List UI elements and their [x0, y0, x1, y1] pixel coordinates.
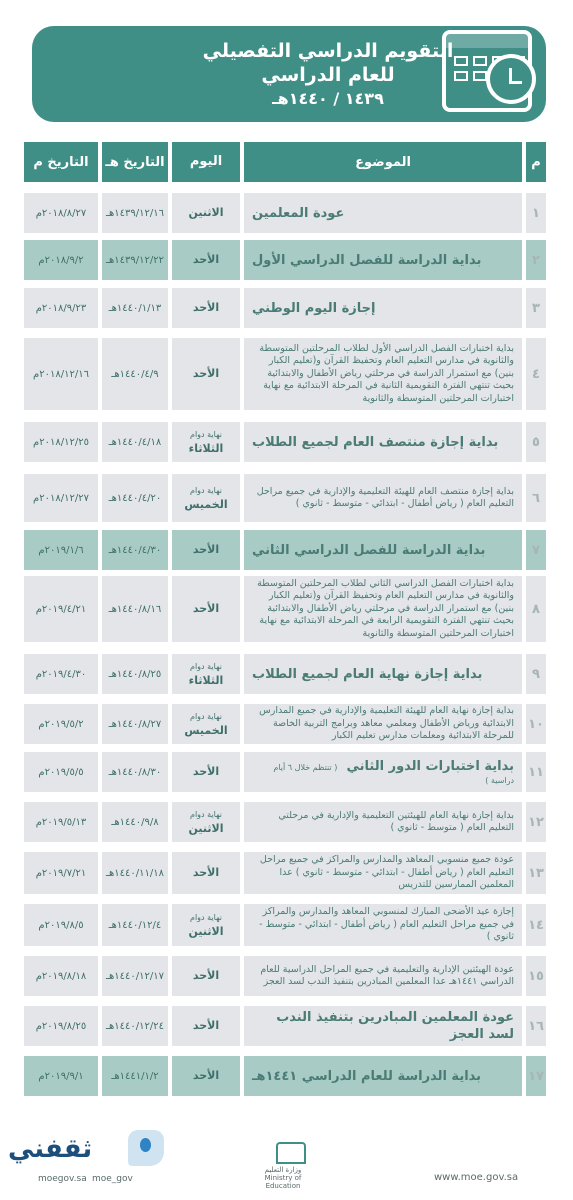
subject-text: بداية اختبارات الفصل الدراسي الأول لطلاب المرحلتين المتوسطة والثانوية في مدارس التعليم العام وتحفيظ القرآن و(تعليم الكبار بنين) مع استمرار الدراسة في مرحلتي رياض الأطفال والابتدائية بحيث تنتهي الفترة التقويمية الثانية في المرحلة الابتدائية مع نهاية اختبارات المرحلتين المتوسطة والثانوية: [259, 342, 514, 404]
cell-number: ١٢: [526, 802, 546, 842]
cell-day: [172, 576, 240, 642]
cell-subject: [244, 193, 522, 233]
cell-subject: [244, 338, 522, 410]
cell-number: ٢: [526, 240, 546, 280]
cell-gregorian: ٢٠١٩/٤/٣٠م: [24, 654, 98, 694]
table-row: [24, 288, 546, 328]
cell-gregorian: ٢٠١٨/٩/٢م: [24, 240, 98, 280]
table-row: [24, 704, 546, 744]
cell-gregorian: ٢٠١٨/١٢/٢٥م: [24, 422, 98, 462]
table-row: [24, 576, 546, 642]
day-prefix: نهاية دوام: [189, 810, 222, 819]
subject-text: عودة الهيئتين الإدارية والتعليمية في جميع المراحل الدراسية للعام الدراسي ١٤٤١هـ عدا المعلمين المبادرين بتنفيذ الندب لسد العجز: [260, 963, 514, 987]
cell-subject: [244, 852, 522, 894]
cell-number: ١٤: [526, 904, 546, 946]
ministry-name-ar: وزارة التعليم: [264, 1166, 302, 1174]
subject-text: بداية إجازة نهاية العام لجميع الطلاب: [252, 666, 483, 682]
day-name: الأحد: [192, 765, 220, 778]
subject-text: بداية الدراسة للفصل الدراسي الأول: [252, 252, 482, 268]
subject-text: بداية الدراسة للفصل الدراسي الثاني: [252, 542, 486, 558]
table-row: [24, 852, 546, 894]
day-name: الخميس: [184, 498, 228, 511]
table-row: [24, 956, 546, 996]
day-name: الأحد: [192, 543, 220, 556]
cell-number: ٧: [526, 530, 546, 570]
subject-text: عودة جميع منسوبي المعاهد والمدارس والمراكز في جميع مراحل التعليم العام ( رياض أطفال - ابتدائي - متوسط - ثانوي ) عدا المعلمين الممارسين للتدريس: [259, 854, 514, 891]
day-name: الأحد: [192, 1019, 220, 1032]
day-prefix: نهاية دوام: [189, 430, 222, 439]
table-row: [24, 802, 546, 842]
cell-hijri: ١٤٤٠/٤/٢٠هـ: [102, 474, 168, 522]
site-short[interactable]: moegov.sa: [38, 1174, 87, 1184]
cell-day: [172, 654, 240, 694]
cell-hijri: ١٤٤٠/١١/١٨هـ: [102, 852, 168, 894]
day-name: الأحد: [192, 866, 220, 879]
cell-subject: [244, 802, 522, 842]
cell-gregorian: ٢٠١٨/١٢/٢٧م: [24, 474, 98, 522]
cell-hijri: ١٤٣٩/١٢/٢٢هـ: [102, 240, 168, 280]
subject-text: بداية إجازة منتصف العام للهيئة التعليمية والإدارية في جميع مراحل التعليم العام ( رياض أطفال - ابتدائي - متوسط - ثانوي ): [256, 485, 514, 509]
day-name: الثلاثاء: [188, 442, 224, 455]
cell-subject: [244, 704, 522, 744]
col-subject: الموضوع: [244, 142, 522, 182]
ministry-name: [248, 1166, 318, 1190]
cell-gregorian: ٢٠١٩/٥/١٣م: [24, 802, 98, 842]
day-name: الاثنين: [188, 925, 224, 938]
cell-subject: [244, 576, 522, 642]
title-line-2: للعام الدراسي: [261, 64, 395, 86]
cell-day: [172, 422, 240, 462]
col-hijri: التاريخ هـ: [102, 142, 168, 182]
cell-gregorian: ٢٠١٩/٩/١م: [24, 1056, 98, 1096]
cell-day: [172, 802, 240, 842]
bulb-icon: [128, 1130, 164, 1166]
cell-hijri: ١٤٤٠/١٢/١٧هـ: [102, 956, 168, 996]
table-row: [24, 193, 546, 233]
cell-subject: [244, 1006, 522, 1046]
cell-number: ١: [526, 193, 546, 233]
cell-hijri: ١٤٤٠/٤/٣٠هـ: [102, 530, 168, 570]
cell-number: ١١: [526, 752, 546, 792]
day-name: الأحد: [192, 969, 220, 982]
ministry-logo-icon: [276, 1142, 306, 1164]
table-row: [24, 530, 546, 570]
table-row: [24, 1006, 546, 1046]
cell-number: ٣: [526, 288, 546, 328]
cell-day: [172, 1006, 240, 1046]
subject-text: بداية الدراسة للعام الدراسي ١٤٤١هـ: [252, 1068, 482, 1084]
subject-text: عودة المعلمين: [252, 205, 345, 221]
table-row: [24, 474, 546, 522]
cell-day: [172, 288, 240, 328]
table-header: [24, 142, 546, 182]
cell-gregorian: ٢٠١٩/٨/٢٥م: [24, 1006, 98, 1046]
cell-day: [172, 852, 240, 894]
title-line-1: التقويم الدراسي التفصيلي: [202, 40, 454, 62]
cell-hijri: ١٤٣٩/١٢/١٦هـ: [102, 193, 168, 233]
cell-day: [172, 474, 240, 522]
cell-number: ١٥: [526, 956, 546, 996]
cell-gregorian: ٢٠١٨/٨/٢٧م: [24, 193, 98, 233]
brand-logo: ثقفني: [8, 1134, 93, 1164]
cell-number: ١٧: [526, 1056, 546, 1096]
col-number: م: [526, 142, 546, 182]
cell-day: [172, 240, 240, 280]
cell-subject: [244, 530, 522, 570]
table-row: [24, 338, 546, 410]
header-banner: [32, 26, 546, 122]
cell-number: ٨: [526, 576, 546, 642]
cell-day: [172, 1056, 240, 1096]
cell-hijri: ١٤٤٠/٨/٢٥هـ: [102, 654, 168, 694]
day-name: الاثنين: [188, 822, 224, 835]
day-name: الأحد: [192, 367, 220, 380]
table-row: [24, 240, 546, 280]
subject-text: إجازة عيد الأضحى المبارك لمنسوبي المعاهد والمدارس والمراكز في جميع مراحل التعليم العام ( رياض أطفال - ابتدائي - متوسط - ثانوي ): [259, 906, 514, 943]
cell-hijri: ١٤٤٠/١٢/٤هـ: [102, 904, 168, 946]
cell-subject: [244, 956, 522, 996]
cell-hijri: ١٤٤٠/٩/٨هـ: [102, 802, 168, 842]
cell-gregorian: ٢٠١٩/٧/٢١م: [24, 852, 98, 894]
subject-note: ( تنتظم خلال ٦ أيام دراسية ): [273, 763, 514, 785]
clock-icon: [486, 54, 536, 104]
day-name: الاثنين: [188, 206, 224, 219]
subject-text: بداية إجازة نهاية العام للهيئة التعليمية والإدارية في جميع المدارس الابتدائية ورياض الأطفال ومعلمي معاهد وبرامج التربية الخاصة للمرحلة الابتدائية ومعلمات مدارس تعليم الكبار: [259, 705, 514, 742]
cell-subject: [244, 1056, 522, 1096]
cell-number: ١٠: [526, 704, 546, 744]
cell-number: ٥: [526, 422, 546, 462]
table-row: [24, 1056, 546, 1096]
day-name: الأحد: [192, 1069, 220, 1082]
cell-hijri: ١٤٤٠/٨/٢٧هـ: [102, 704, 168, 744]
col-day: اليوم: [172, 142, 240, 182]
subject-text: عودة المعلمين المبادرين بتنفيذ الندب لسد العجز: [276, 1010, 514, 1042]
cell-hijri: ١٤٤٠/١٢/٢٤هـ: [102, 1006, 168, 1046]
ministry-name-en: Ministry of Education: [264, 1174, 302, 1190]
cell-day: [172, 338, 240, 410]
cell-day: [172, 704, 240, 744]
table-row: [24, 422, 546, 462]
day-prefix: نهاية دوام: [189, 913, 222, 922]
cell-number: ١٦: [526, 1006, 546, 1046]
cell-day: [172, 956, 240, 996]
day-prefix: نهاية دوام: [189, 486, 222, 495]
cell-hijri: ١٤٤٠/٤/١٨هـ: [102, 422, 168, 462]
cell-gregorian: ٢٠١٩/٥/٢م: [24, 704, 98, 744]
col-gregorian: التاريخ م: [24, 142, 98, 182]
day-name: الأحد: [192, 253, 220, 266]
cell-gregorian: ٢٠١٨/١٢/١٦م: [24, 338, 98, 410]
day-name: الأحد: [192, 602, 220, 615]
table-row: [24, 654, 546, 694]
cell-gregorian: ٢٠١٩/٨/٥م: [24, 904, 98, 946]
cell-hijri: ١٤٤٠/٤/٩هـ: [102, 338, 168, 410]
day-name: الثلاثاء: [188, 674, 224, 687]
cell-subject: [244, 474, 522, 522]
cell-hijri: ١٤٤٠/٨/٣٠هـ: [102, 752, 168, 792]
cell-gregorian: ٢٠١٩/٤/٢١م: [24, 576, 98, 642]
table-row: [24, 904, 546, 946]
cell-subject: [244, 422, 522, 462]
cell-day: [172, 752, 240, 792]
cell-subject: [244, 240, 522, 280]
twitter-handle[interactable]: moe_gov: [92, 1174, 133, 1184]
subject-text: بداية اختبارات الفصل الدراسي الثاني لطلاب المرحلتين المتوسطة والثانوية في مدارس التعليم العام وتحفيظ القرآن و(تعليم الكبار بنين) مع استمرار الدراسة في مرحلتي رياض الأطفال والابتدائية بحيث تنتهي الفترة التقويمية الرابعة في المرحلة الابتدائية مع نهاية اختبارات المرحلتين المتوسطة والثانوية: [257, 577, 514, 639]
cell-subject: [244, 752, 522, 792]
cell-day: [172, 530, 240, 570]
day-prefix: نهاية دوام: [189, 712, 222, 721]
cell-gregorian: ٢٠١٨/٩/٢٣م: [24, 288, 98, 328]
cell-subject: [244, 288, 522, 328]
cell-hijri: ١٤٤٠/٨/١٦هـ: [102, 576, 168, 642]
table-row: [24, 752, 546, 792]
day-name: الأحد: [192, 301, 220, 314]
title-years: ١٤٣٩ / ١٤٤٠هـ: [272, 89, 384, 108]
subject-text: إجازة اليوم الوطني: [252, 300, 376, 316]
subject-text: بداية إجازة نهاية العام للهيئتين التعليمية والإدارية في مرحلتي التعليم العام ( متوسط - ثانوي ): [278, 809, 514, 833]
subject-text: بداية اختبارات الدور الثاني: [346, 759, 514, 774]
website-link[interactable]: www.moe.gov.sa: [434, 1172, 519, 1183]
cell-hijri: ١٤٤٠/١/١٣هـ: [102, 288, 168, 328]
cell-gregorian: ٢٠١٩/١/٦م: [24, 530, 98, 570]
cell-number: ٤: [526, 338, 546, 410]
page-title: [168, 39, 488, 111]
subject-text: بداية إجازة منتصف العام لجميع الطلاب: [252, 434, 499, 450]
cell-number: ١٣: [526, 852, 546, 894]
cell-hijri: ١٤٤١/١/٢هـ: [102, 1056, 168, 1096]
day-name: الخميس: [184, 724, 228, 737]
day-prefix: نهاية دوام: [189, 662, 222, 671]
cell-gregorian: ٢٠١٩/٨/١٨م: [24, 956, 98, 996]
cell-day: [172, 904, 240, 946]
cell-gregorian: ٢٠١٩/٥/٥م: [24, 752, 98, 792]
cell-subject: [244, 904, 522, 946]
cell-subject: [244, 654, 522, 694]
cell-number: ٩: [526, 654, 546, 694]
cell-day: [172, 193, 240, 233]
cell-number: ٦: [526, 474, 546, 522]
